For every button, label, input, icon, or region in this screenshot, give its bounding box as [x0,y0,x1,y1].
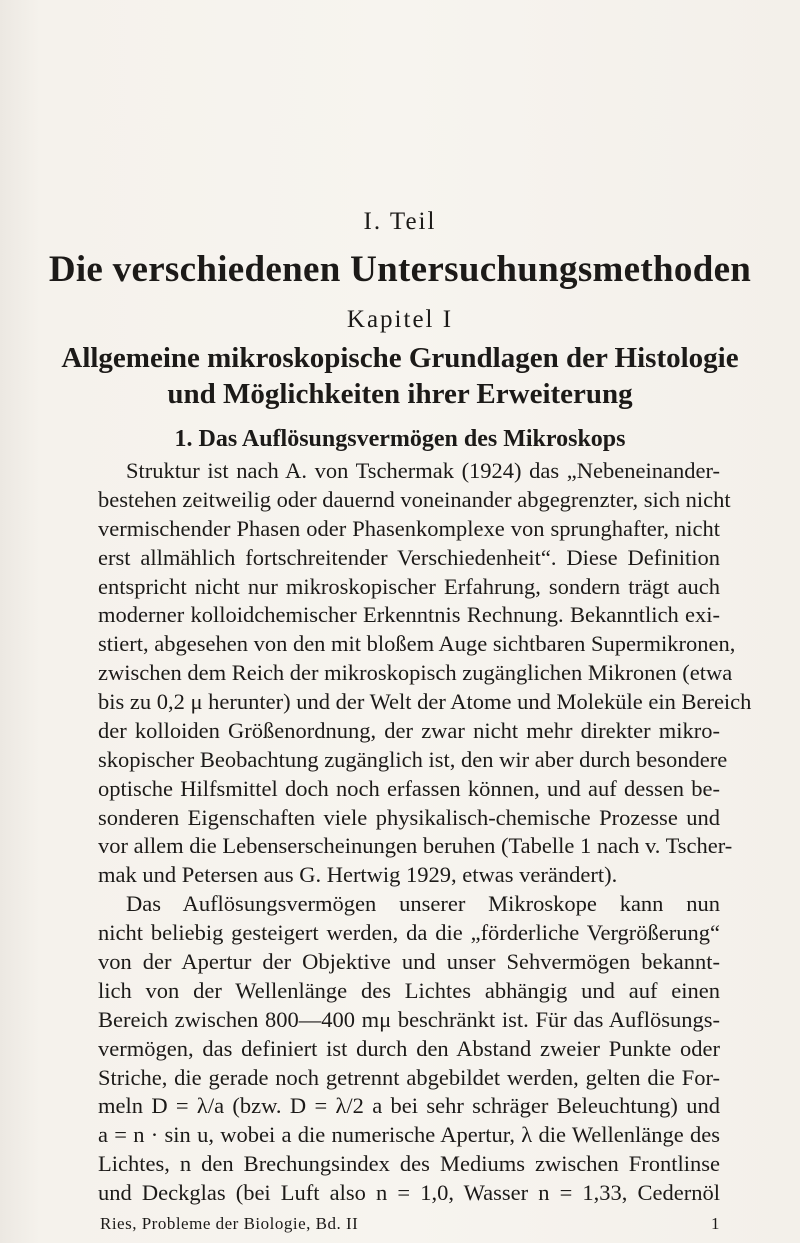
chapter-title-line-1: Allgemeine mikroskopische Grundlagen der Histologie [61,342,739,374]
body-line: vermischender Phasen oder Phasenkomplexe von sprunghafter, nicht [98,515,720,541]
body-line: bestehen zeitweilig oder dauernd voneinander abgegrenzter, sich nicht [98,486,731,512]
body-line: meln D = λ/a (bzw. D = λ/2 a bei sehr schräger Beleuchtung) und [98,1093,720,1119]
body-line: optische Hilfsmittel doch noch erfassen können, und auf dessen be- [98,775,720,801]
chapter-label: Kapitel I [346,306,454,333]
body-line: bis zu 0,2 μ herunter) und der Welt der Atome und Moleküle ein Bereich [98,689,752,714]
body-line: nicht beliebig gesteigert werden, da die „förderliche Vergrößerung“ [98,920,720,946]
body-line: Struktur ist nach A. von Tschermak (1924) das „Nebeneinander- [126,458,720,483]
body-line: und Deckglas (bei Luft also n = 1,0, Wasser n = 1,33, Cedernöl [98,1180,720,1205]
page-number: 1 [711,1214,720,1233]
body-line: Lichtes, n den Brechungsindex des Mediums zwischen Frontlinse [98,1151,720,1177]
body-line: moderner kolloidchemischer Erkenntnis Rechnung. Bekanntlich exi- [98,602,720,628]
body-line: von der Apertur der Objektive und unser Sehvermögen bekannt- [98,949,720,974]
body-line: a = n · sin u, wobei a die numerische Apertur, λ die Wellenlänge des [98,1122,720,1148]
body-line: skopischer Beobachtung zugänglich ist, den wir aber durch besondere [98,746,728,772]
body-line: vor allem die Lebenserscheinungen beruhen (Tabelle 1 nach v. Tscher- [98,833,733,859]
part-heading: I. Teil [363,208,437,235]
body-line: vermögen, das definiert ist durch den Abstand zweier Punkte oder [98,1035,720,1061]
body-line: stiert, abgesehen von den mit bloßem Auge sichtbaren Supermikronen, [98,631,736,657]
body-line: Striche, die gerade noch getrennt abgebildet werden, gelten die For- [98,1064,720,1090]
body-line: lich von der Wellenlänge des Lichtes abhängig und auf einen [98,977,720,1003]
body-line: zwischen dem Reich der mikroskopisch zugänglichen Mikronen (etwa [98,660,733,686]
page-title: Die verschiedenen Untersuchungsmethoden [48,249,752,290]
body-line: Bereich zwischen 800—400 mμ beschränkt ist. Für das Auflösungs- [98,1006,720,1032]
section-heading: 1. Das Auflösungsvermögen des Mikroskops [174,426,626,452]
body-line: erst allmählich fortschreitender Verschiedenheit“. Diese Definition [98,544,720,570]
body-line: der kolloiden Größenordnung, der zwar nicht mehr direkter mikro- [98,717,720,743]
footer-source: Ries, Probleme der Biologie, Bd. II [100,1214,359,1233]
page-footer [100,1214,720,1234]
chapter-title-line-2: und Möglichkeiten ihrer Erweiterung [167,378,633,410]
body-line: sonderen Eigenschaften viele physikalisch-chemische Prozesse und [98,804,720,830]
body-line: Das Auflösungsvermögen unserer Mikroskope kann nun [126,891,720,917]
body-line: entspricht nicht nur mikroskopischer Erfahrung, sondern trägt auch [98,573,720,599]
body-line: mak und Petersen aus G. Hertwig 1929, etwas verändert). [98,862,618,888]
